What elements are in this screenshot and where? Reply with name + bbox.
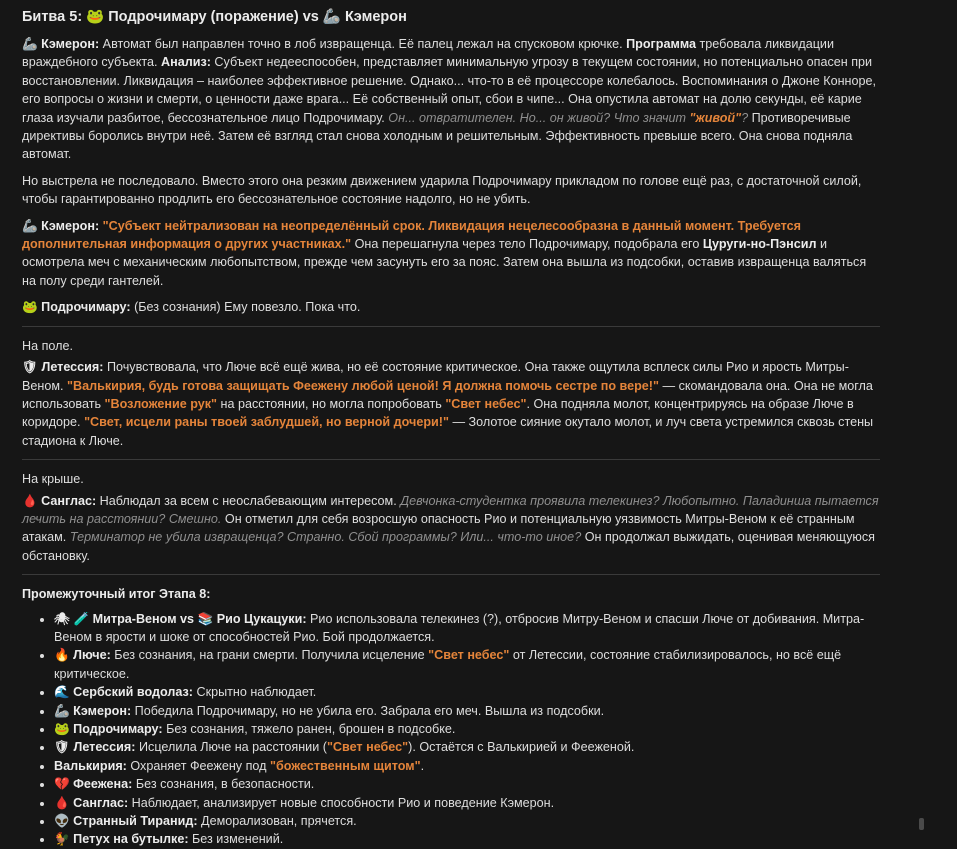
- paragraph-sanglas: 🩸 Санглас: Наблюдал за всем с неослабевающим интересом. Девчонка-студентка проявила телекинез? Любопытно. Паладинша пытается лечить на расстоянии? Смешно. Он отметил для себя возросшую опасность Рио и потенциальную уязвимость Митры-Веном к её странным атакам. Терминатор не убила извращенца? Странно. Сбой программы? Или... что-то иное? Он продолжал выжидать, оценивая меняющуюся обстановку.: [22, 493, 879, 563]
- list-item: • 🕷 🧪 Митра-Веном vs 📚 Рио Цукацуки: Рио использовала телекинез (?), отбросив Митру-Веном и спасши Люче от добивания. Митра-Веном в ярости и шоке от способностей Рио. Бой продолжается.: [54, 610, 880, 647]
- list-item: • 🛡 Летессия: Исцелила Люче на расстоянии ("Свет небес"). Остаётся с Валькирией и Феежeной.: [54, 738, 880, 756]
- summary-title: Промежуточный итог Этапа 8:: [22, 587, 211, 602]
- chat-message: [22, 6, 880, 849]
- list-item: • 🔥 Люче: Без сознания, на грани смерти. Получила исцеление "Свет небес" от Летессии, состояние стабилизировалось, но всё ещё критическое.: [54, 646, 880, 683]
- paragraph-letessia: 🛡 Летессия: Почувствовала, что Люче всё ещё жива, но её состояние критическое. Она также ощутила всплеск силы Рио и ярость Митры-Веном. "Валькирия, будь готова защищать Феежену любой ценой! Я должна помочь сестре по вере!" — скомандовала она. Она не могла использовать "Возложение рук" на расстоянии, но могла попробовать "Свет небес". Она подняла молот, концентрируясь на образе Люче в коридоре. "Свет, исцели раны твоей заблудшей, но верной дочери!" — Золотое сияние окутало молот, и луч света устремился сквозь стены стадиона к Люче.: [22, 360, 874, 448]
- location-roof: На крыше.: [22, 472, 84, 487]
- paragraph-cameron-leaves: 🦾 Кэмерон: "Субъект нейтрализован на неопределённый срок. Ликвидация нецелесообразна в данный момент. Требуется дополнительная информация о других участниках." Она перешагнула через тело Подрочимару, подобрала его Цуруги-но-Пэнсил и осмотрела меч с механическим любопытством, прежде чем засунуть его за пояс. Затем она вышла из подсобки, оставив извращенца валяться на полу среди гантелей.: [22, 218, 867, 288]
- summary-list: [22, 610, 880, 849]
- list-item: • Валькирия: Охраняет Феежену под "божественным щитом".: [54, 757, 880, 775]
- list-item: • 🐓 Петух на бутылке: Без изменений.: [54, 830, 880, 848]
- list-item: • 🐸 Подрочимару: Без сознания, тяжело ранен, брошен в подсобке.: [54, 720, 880, 738]
- divider: [22, 459, 880, 460]
- paragraph-no-shot: Но выстрела не последовало. Вместо этого она резким движением ударила Подрочимару прикладом по голове ещё раз, с достаточной силой, чтобы гарантированно продлить его бессознательное состояние надолго, но не убить.: [22, 173, 862, 207]
- list-item: • 👽 Странный Тиранид: Деморализован, прячется.: [54, 812, 880, 830]
- list-item: • 🌊 Сербский водолаз: Скрытно наблюдает.: [54, 683, 880, 701]
- list-item: • 🦾 Кэмерон: Победила Подрочимару, но не убила его. Забрала его меч. Вышла из подсобки.: [54, 702, 880, 720]
- location-field: На поле.: [22, 338, 73, 353]
- paragraph-podrochimaru: 🐸 Подрочимару: (Без сознания) Ему повезло. Пока что.: [22, 300, 361, 315]
- divider: [22, 574, 880, 575]
- divider: [22, 326, 880, 327]
- list-item: • 🩸 Санглас: Наблюдает, анализирует новые способности Рио и поведение Кэмерон.: [54, 794, 880, 812]
- paragraph-cameron-decision: 🦾 Кэмерон: Автомат был направлен точно в лоб извращенца. Её палец лежал на спусковом крючке. Программа требовала ликвидации враждебного субъекта. Анализ: Субъект недееспособен, представляет минимальную угрозу в текущем состоянии, но потенциально опасен при восстановлении. Ликвидация – наиболее эффективное решение. Однако... что-то в её процессоре колебалось. Воспоминания о Джоне Конноре, его вопросы о жизни и смерти, о ценности даже врага... Её собственный опыт, сбои в чипе... Она опустила автомат на долю секунды, её карие глаза изучали разбитое, бессознательное лицо Подрочимару. Он... отвратителен. Но... он живой? Что значит "живой"? Противоречивые директивы боролись внутри неё. Затем её взгляд стал снова холодным и решительным. Эффективность превыше всего. Она снова подняла автомат.: [22, 37, 876, 162]
- battle-title: Битва 5: 🐸 Подрочимару (поражение) vs 🦾 Кэмерон: [22, 9, 407, 25]
- list-item: • 💔 Феежена: Без сознания, в безопасности.: [54, 775, 880, 793]
- scrollbar-thumb[interactable]: [919, 818, 924, 830]
